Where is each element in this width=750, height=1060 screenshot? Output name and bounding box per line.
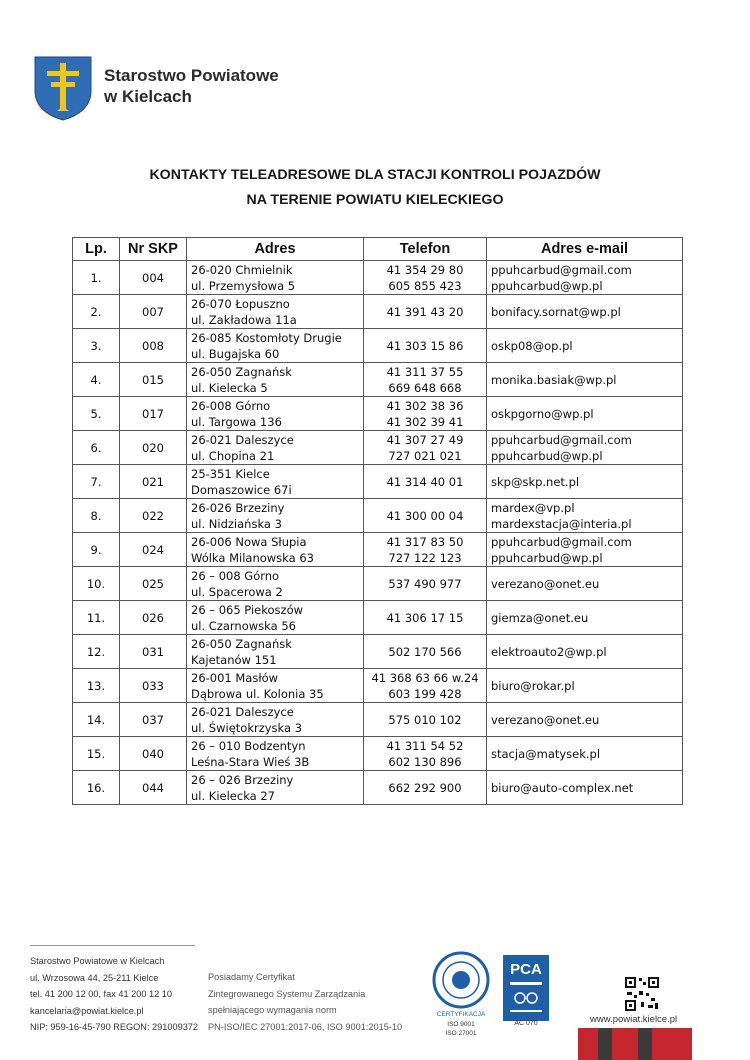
table-row	[73, 261, 683, 295]
table-body	[73, 261, 683, 805]
email-line[interactable]: biuro@auto-complex.net	[491, 780, 634, 795]
email-line[interactable]: ppuhcarbud@gmail.com	[491, 534, 632, 549]
address-cell	[187, 329, 364, 363]
skp-number-line: 021	[142, 474, 164, 489]
phone-cell	[364, 295, 487, 329]
row-number	[73, 533, 120, 567]
skp-number	[120, 635, 187, 669]
svg-text:ISO 27001: ISO 27001	[445, 1030, 477, 1037]
row-number-line: 12.	[86, 644, 106, 659]
email-line[interactable]: ppuhcarbud@wp.pl	[491, 448, 603, 463]
phone-line: 727 122 123	[388, 550, 462, 565]
table-row	[73, 601, 683, 635]
table-row	[73, 737, 683, 771]
address-cell	[187, 771, 364, 805]
row-number-line: 15.	[86, 746, 106, 761]
address-cell	[187, 397, 364, 431]
phone-line: 41 368 63 66 w.24	[371, 670, 479, 685]
phone-cell	[364, 363, 487, 397]
organization-name: Starostwo Powiatowe w Kielcach	[104, 66, 279, 106]
footer-address: ul. Wrzosowa 44, 25-211 Kielce	[30, 972, 159, 983]
phone-line: 727 021 021	[388, 448, 462, 463]
row-number	[73, 669, 120, 703]
address-line: ul. Kielecka 27	[191, 788, 275, 803]
phone-cell	[364, 737, 487, 771]
skp-number	[120, 601, 187, 635]
table-row	[73, 567, 683, 601]
address-line: ul. Spacerowa 2	[191, 584, 283, 599]
skp-number	[120, 771, 187, 805]
phone-cell	[364, 635, 487, 669]
row-number-line: 9.	[90, 542, 102, 557]
row-number-line: 14.	[86, 712, 106, 727]
row-number	[73, 771, 120, 805]
email-cell	[487, 295, 683, 329]
address-line: 26 – 026 Brzeziny	[191, 772, 294, 787]
table-row	[73, 363, 683, 397]
skp-number-line: 031	[142, 644, 164, 659]
email-line[interactable]: giemza@onet.eu	[491, 610, 589, 625]
phone-cell	[364, 533, 487, 567]
footer-color-bar	[578, 1028, 692, 1060]
address-line: 26 – 008 Górno	[191, 568, 280, 583]
address-line: 26 – 010 Bodzentyn	[191, 738, 306, 753]
table-row	[73, 499, 683, 533]
email-line[interactable]: ppuhcarbud@gmail.com	[491, 432, 632, 447]
address-line: 26-070 Łopuszno	[191, 296, 290, 311]
email-cell	[487, 397, 683, 431]
pca-code: AC 070	[514, 1020, 538, 1027]
phone-line: 502 170 566	[388, 644, 462, 659]
phone-line: 41 311 54 52	[386, 738, 464, 753]
address-cell	[187, 295, 364, 329]
address-line: 26-050 Zagnańsk	[191, 364, 292, 379]
address-cell	[187, 567, 364, 601]
phone-line: 41 306 17 15	[386, 610, 464, 625]
email-cell	[487, 363, 683, 397]
email-line[interactable]: verezano@onet.eu	[491, 576, 600, 591]
row-number	[73, 737, 120, 771]
address-cell	[187, 431, 364, 465]
row-number-line: 5.	[90, 406, 102, 421]
phone-line: 41 354 29 80	[386, 262, 464, 277]
phone-line: 662 292 900	[388, 780, 462, 795]
email-line[interactable]: elektroauto2@wp.pl	[491, 644, 607, 659]
skp-number-line: 037	[142, 712, 164, 727]
email-line[interactable]: oskp08@op.pl	[491, 338, 573, 353]
phone-line: 41 302 39 41	[386, 414, 464, 429]
skp-number	[120, 363, 187, 397]
qr-code-icon	[624, 976, 660, 1012]
address-cell	[187, 465, 364, 499]
phone-line: 41 391 43 20	[386, 304, 464, 319]
email-line[interactable]: mardex@vp.pl	[491, 500, 575, 515]
address-line: 26-026 Brzeziny	[191, 500, 285, 515]
address-cell	[187, 669, 364, 703]
skp-number	[120, 499, 187, 533]
address-line: 26-050 Zagnańsk	[191, 636, 292, 651]
skp-number-line: 033	[142, 678, 164, 693]
address-line: 26 – 065 Piekoszów	[191, 602, 304, 617]
row-number	[73, 635, 120, 669]
title-line-1: KONTAKTY TELEADRESOWE DLA STACJI KONTROLI POJAZDÓW	[149, 167, 601, 183]
skp-number-line: 008	[142, 338, 164, 353]
email-cell	[487, 601, 683, 635]
address-line: ul. Przemysłowa 5	[191, 278, 296, 293]
address-cell	[187, 533, 364, 567]
row-number-line: 10.	[86, 576, 106, 591]
phone-line: 41 300 00 04	[386, 508, 464, 523]
phone-line: 537 490 977	[388, 576, 462, 591]
row-number	[73, 261, 120, 295]
skp-number-line: 017	[142, 406, 164, 421]
address-line: 26-008 Górno	[191, 398, 271, 413]
address-line: Kajetanów 151	[191, 652, 277, 667]
coat-of-arms-icon	[33, 55, 93, 121]
skp-number	[120, 465, 187, 499]
table-row	[73, 771, 683, 805]
table-row	[73, 465, 683, 499]
address-line: 25-351 Kielce	[191, 466, 270, 481]
row-number-line: 2.	[90, 304, 102, 319]
phone-cell	[364, 431, 487, 465]
email-line[interactable]: verezano@onet.eu	[491, 712, 600, 727]
email-line[interactable]: biuro@rokar.pl	[491, 678, 575, 693]
skp-number	[120, 261, 187, 295]
address-line: ul. Nidziańska 3	[191, 516, 282, 531]
email-line[interactable]: bonifacy.sornat@wp.pl	[491, 304, 621, 319]
phone-cell	[364, 499, 487, 533]
footer-contact	[30, 953, 198, 1036]
skp-number	[120, 295, 187, 329]
skp-number-line: 044	[142, 780, 164, 795]
address-line: Dąbrowa ul. Kolonia 35	[191, 686, 324, 701]
row-number-line: 3.	[90, 338, 102, 353]
row-number-line: 7.	[90, 474, 102, 489]
email-cell	[487, 329, 683, 363]
address-line: ul. Targowa 136	[191, 414, 282, 429]
email-line[interactable]: ppuhcarbud@wp.pl	[491, 550, 603, 565]
skp-number-line: 020	[142, 440, 164, 455]
email-cell	[487, 737, 683, 771]
contacts-table	[72, 237, 683, 805]
row-number-line: 6.	[90, 440, 102, 455]
svg-text:ISO 9001: ISO 9001	[447, 1021, 475, 1028]
address-line: Domaszowice 67i	[191, 482, 292, 497]
skp-number	[120, 329, 187, 363]
email-cell	[487, 771, 683, 805]
address-line: Leśna-Stara Wieś 3B	[191, 754, 310, 769]
phone-line: 41 303 15 86	[386, 338, 464, 353]
skp-number	[120, 397, 187, 431]
row-number	[73, 397, 120, 431]
row-number	[73, 363, 120, 397]
row-number	[73, 329, 120, 363]
row-number-line: 8.	[90, 508, 102, 523]
email-line[interactable]: mardexstacja@interia.pl	[491, 516, 632, 531]
phone-line: 41 314 40 01	[386, 474, 464, 489]
email-cell	[487, 533, 683, 567]
skp-number-line: 015	[142, 372, 164, 387]
table-row	[73, 669, 683, 703]
footer-email: kancelaria@powiat.kielce.pl	[30, 1005, 144, 1016]
row-number	[73, 499, 120, 533]
row-number-line: 11.	[86, 610, 106, 625]
table-row	[73, 397, 683, 431]
address-line: ul. Bugajska 60	[191, 346, 280, 361]
phone-cell	[364, 601, 487, 635]
address-line: 26-021 Daleszyce	[191, 432, 294, 447]
title-line-2: NA TERENIE POWIATU KIELECKIEGO	[246, 192, 504, 208]
email-line[interactable]: monika.basiak@wp.pl	[491, 372, 617, 387]
footer-ids: NIP: 959-16-45-790 REGON: 291009372	[30, 1022, 199, 1032]
email-line[interactable]: stacja@matysek.pl	[491, 746, 601, 761]
phone-line: 669 648 668	[388, 380, 462, 395]
table-row	[73, 533, 683, 567]
phone-cell	[364, 567, 487, 601]
row-number	[73, 431, 120, 465]
address-cell	[187, 737, 364, 771]
phone-line: 41 302 38 36	[386, 398, 464, 413]
address-cell	[187, 635, 364, 669]
document-title	[0, 163, 750, 213]
row-number-line: 1.	[90, 270, 102, 285]
phone-line: 41 307 27 49	[386, 432, 464, 447]
phone-line: 602 130 896	[388, 754, 462, 769]
skp-number	[120, 533, 187, 567]
email-cell	[487, 567, 683, 601]
header-address: Adres	[187, 238, 364, 261]
address-cell	[187, 601, 364, 635]
row-number	[73, 567, 120, 601]
phone-cell	[364, 397, 487, 431]
phone-cell	[364, 261, 487, 295]
address-line: ul. Świętokrzyska 3	[191, 720, 303, 735]
row-number	[73, 465, 120, 499]
phone-cell	[364, 669, 487, 703]
email-cell	[487, 499, 683, 533]
phone-line: 575 010 102	[388, 712, 462, 727]
table-header-row	[73, 238, 683, 261]
header-phone: Telefon	[364, 238, 487, 261]
row-number	[73, 601, 120, 635]
certification-seal-icon	[425, 950, 497, 1038]
email-line[interactable]: skp@skp.net.pl	[491, 474, 580, 489]
address-line: ul. Zakładowa 11a	[191, 312, 297, 327]
email-line[interactable]: ppuhcarbud@gmail.com	[491, 262, 632, 277]
phone-line: 41 317 83 50	[386, 534, 464, 549]
email-cell	[487, 703, 683, 737]
address-line: 26-085 Kostomłoty Drugie	[191, 330, 342, 345]
phone-cell	[364, 329, 487, 363]
pca-accreditation-icon	[502, 950, 550, 1026]
footer-certificate: Posiadamy Certyfikat Zintegrowanego Systemu Zarządzania spełniającego wymagania norm PN-ISO/IEC 27001:2017-06, ISO 9001:2015-10	[208, 972, 403, 1032]
address-line: ul. Chopina 21	[191, 448, 275, 463]
phone-line: 603 199 428	[388, 686, 462, 701]
email-cell	[487, 465, 683, 499]
table-row	[73, 295, 683, 329]
skp-number	[120, 669, 187, 703]
address-line: ul. Kielecka 5	[191, 380, 268, 395]
email-cell	[487, 635, 683, 669]
header-skp: Nr SKP	[120, 238, 187, 261]
row-number-line: 4.	[90, 372, 102, 387]
footer-org: Starostwo Powiatowe w Kielcach	[30, 956, 165, 966]
address-cell	[187, 261, 364, 295]
phone-cell	[364, 771, 487, 805]
phone-line: 605 855 423	[388, 278, 462, 293]
row-number-line: 13.	[86, 678, 106, 693]
row-number	[73, 703, 120, 737]
phone-cell	[364, 465, 487, 499]
table-row	[73, 703, 683, 737]
skp-number	[120, 431, 187, 465]
email-line[interactable]: ppuhcarbud@wp.pl	[491, 278, 603, 293]
address-line: 26-006 Nowa Słupia	[191, 534, 307, 549]
address-cell	[187, 363, 364, 397]
row-number	[73, 295, 120, 329]
address-line: 26-020 Chmielnik	[191, 262, 293, 277]
skp-number-line: 004	[142, 270, 164, 285]
address-cell	[187, 703, 364, 737]
skp-number	[120, 703, 187, 737]
footer-phone: tel. 41 200 12 00, fax 41 200 12 10	[30, 989, 173, 999]
skp-number	[120, 737, 187, 771]
address-line: 26-021 Daleszyce	[191, 704, 294, 719]
website-link[interactable]: www.powiat.kielce.pl	[590, 1014, 678, 1025]
address-cell	[187, 499, 364, 533]
email-cell	[487, 669, 683, 703]
table-row	[73, 431, 683, 465]
skp-number-line: 025	[142, 576, 164, 591]
skp-number-line: 022	[142, 508, 164, 523]
skp-number-line: 026	[142, 610, 164, 625]
row-number-line: 16.	[86, 780, 106, 795]
skp-number-line: 024	[142, 542, 164, 557]
phone-cell	[364, 703, 487, 737]
svg-text:PCA: PCA	[510, 961, 542, 978]
email-line[interactable]: oskpgorno@wp.pl	[491, 406, 594, 421]
address-line: 26-001 Masłów	[191, 670, 279, 685]
table-row	[73, 329, 683, 363]
footer-divider	[30, 945, 195, 946]
phone-line: 41 311 37 55	[386, 364, 464, 379]
email-cell	[487, 431, 683, 465]
svg-text:CERTYFIKACJA: CERTYFIKACJA	[436, 1011, 486, 1018]
header-lp: Lp.	[73, 238, 120, 261]
table-row	[73, 635, 683, 669]
email-cell	[487, 261, 683, 295]
skp-number-line: 007	[142, 304, 164, 319]
letterhead	[33, 55, 333, 125]
address-line: Wólka Milanowska 63	[191, 550, 314, 565]
skp-number	[120, 567, 187, 601]
skp-number-line: 040	[142, 746, 164, 761]
header-email: Adres e-mail	[487, 238, 683, 261]
address-line: ul. Czarnowska 56	[191, 618, 296, 633]
